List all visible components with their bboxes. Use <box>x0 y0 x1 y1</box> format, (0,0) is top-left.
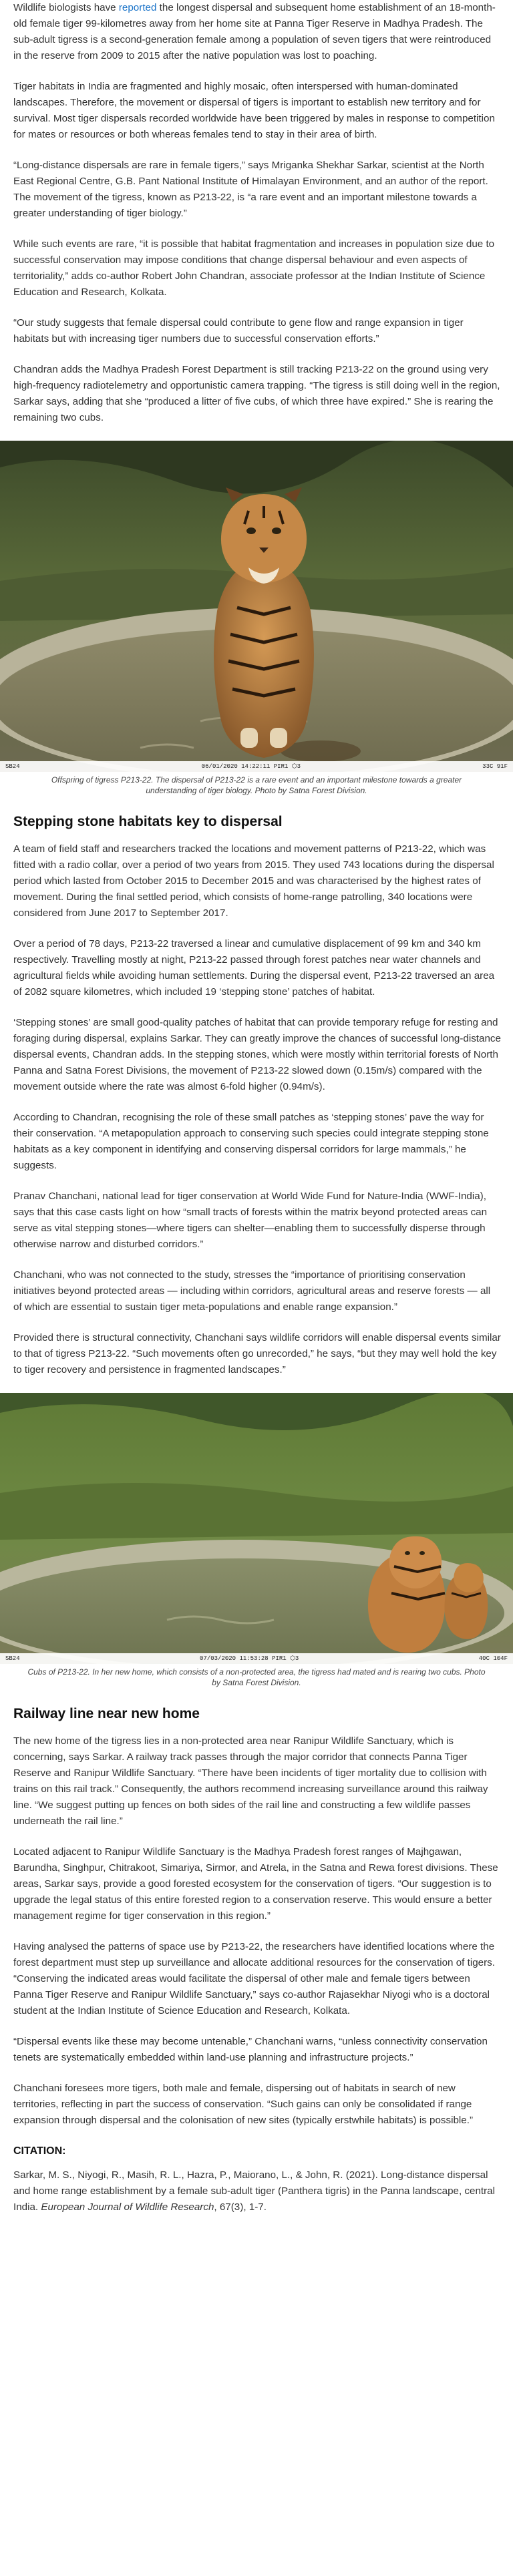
intro-text-after: the longest dispersal and subsequent home establishment of an 18-month-old female tiger 99-kilometres away from her home site at Panna Tiger Reserve in Madhya Pradesh. The sub-adult tigress is a second-generation female among a population of seven tigers that were reintroduced in the reserve from 2009 to 2015 after the native population was lost to poaching. <box>13 2 496 61</box>
intro-paragraph-5: “Our study suggests that female dispersal could contribute to gene flow and range expansion in tiger habitats but with increasing tiger numbers due to successful conservation efforts.” <box>13 317 464 345</box>
camera-temperature: 33C 91F <box>482 763 508 770</box>
camera-id-left-2: SB24 <box>5 1655 20 1662</box>
intro-text-before: Wildlife biologists have <box>13 2 119 13</box>
camera-trap-info-strip <box>0 761 513 772</box>
citation-authors-title: Sarkar, M. S., Niyogi, R., Masih, R. L., Hazra, P., Maiorano, L., & John, R. (2021). Long-distance dispersal and home range establishment by a female sub-adult tiger (Panthera tigris) in the Panna landscape, central India. <box>13 2169 495 2213</box>
intro-paragraph-1 <box>13 0 501 64</box>
section1-paragraph-6: Chanchani, who was not connected to the study, stresses the “importance of prioritising conservation initiatives beyond protected areas — including within corridors, agricultural areas and reserve forests — all of which are essential to sustain tiger meta-populations and enable range expansion.” <box>13 1269 491 1313</box>
camera-id-left: SB24 <box>5 763 20 770</box>
section2-paragraph-4: “Dispersal events like these may become untenable,” Chanchani warns, “unless connectivity conservation tenets are systematically embedded within land-use planning and infrastructure projects.” <box>13 2036 488 2063</box>
section-heading-railway: Railway line near new home <box>13 1706 200 1721</box>
intro-paragraph-2: Tiger habitats in India are fragmented and highly mosaic, often interspersed with human-dominated landscapes. Therefore, the movement or dispersal of tigers is important to establish new territory and for survival. Most tiger dispersals recorded worldwide have been triggered by males in response to competition for mates or resources or both whereas females tend to stay in their area of birth. <box>13 81 495 140</box>
section2-paragraph-2: Located adjacent to Ranipur Wildlife Sanctuary is the Madhya Pradesh forest ranges of Majhgawan, Barundha, Singhpur, Chitrakoot, Simariya, Sirmor, and Atrela, in the Satna and Rewa forest divisions. These areas, Sarkar says, provide a good forested ecosystem for the conservation of tigers. “Our suggestion is to upgrade the legal status of this entire forested region to a conservation reserve. This would ensure a better management regime for tiger conservation in this region.” <box>13 1846 498 1922</box>
intro-paragraph-6: Chandran adds the Madhya Pradesh Forest Department is still tracking P213-22 on the ground using very high-frequency radiotelemetry and opportunistic camera trapping. “The tigress is still doing well in the region, Sarkar says, adding that she “produced a litter of five cubs, of which three have expired.” She is rearing the remaining two cubs. <box>13 364 500 423</box>
section2-paragraph-5: Chanchani foresees more tigers, both male and female, dispersing out of habitats in search of new territories, reflecting in part the success of conservation. “Such gains can only be consolidated if range expansion through dispersal and the colonisation of new sites (typically erstwhile habitats) is possible.” <box>13 2083 474 2126</box>
section1-paragraph-3: ‘Stepping stones’ are small good-quality patches of habitat that can provide temporary refuge for resting and foraging during dispersal, explains Sarkar. They can greatly improve the chances of successful long-distance dispersal events, Chandran adds. In the stepping stones, which were mostly within territorial forests of North Panna and Satna Forest Divisions, the movement of P213-22 slowed down (0.15m/s) compared with the movement outside where the rate was almost 6-fold higher (0.94m/s). <box>13 1017 501 1092</box>
intro-paragraph-3: “Long-distance dispersals are rare in female tigers,” says Mriganka Shekhar Sarkar, scientist at the North East Regional Centre, G.B. Pant National Institute of Himalayan Environment, and an author of the report. The movement of the tigress, known as P213-22, is “a rare event and an important milestone towards a greater understanding of tiger biology.” <box>13 160 488 219</box>
figure-tiger-cubs <box>0 1393 513 1688</box>
figure2-caption: Cubs of P213-22. In her new home, which consists of a non-protected area, the tigress had mated and is rearing two cubs. Photo by Satna Forest Division. <box>27 1667 486 1687</box>
citation-heading: CITATION: <box>13 2145 66 2157</box>
tiger-offspring-photo <box>0 441 513 772</box>
tiger-photo-illustration <box>0 441 513 772</box>
section2-paragraph-1: The new home of the tigress lies in a non-protected area near Ranipur Wildlife Sanctuary, which is concerning, says Sarkar. A railway track passes through the major corridor that connects Panna Tiger Reserve and Ranipur Wildlife Sanctuary. “There have been incidents of tiger mortality due to collision with trains on this rail track.” Consequently, the authors recommend increasing surveillance around this railway line. “We suggest putting up fences on both sides of the rail line and constructing a few wildlife passes underneath the rail line.” <box>13 1735 488 1827</box>
reported-link[interactable]: reported <box>118 2 157 13</box>
section1-paragraph-2: Over a period of 78 days, P213-22 traversed a linear and cumulative displacement of 99 km and 340 km respectively. Travelling mostly at night, P213-22 passed through forest patches near water channels and agricultural fields while avoiding human settlements. During the dispersal event, P213-22 traversed an area of 2082 square kilometres, which included 19 ‘stepping stone’ patches of habitat. <box>13 938 495 998</box>
tiger-cubs-illustration <box>0 1393 513 1664</box>
section1-paragraph-4: According to Chandran, recognising the role of these small patches as ‘stepping stones’ pave the way for their conservation. “A metapopulation approach to conserving such species could integrate stepping stone habitats as a key component in identifying and conserving dispersal corridors for large mammals,” he suggests. <box>13 1112 489 1171</box>
section-heading-stepping-stone: Stepping stone habitats key to dispersal <box>13 814 283 829</box>
citation-volume: , 67(3), 1-7. <box>214 2201 267 2213</box>
camera-temperature-2: 40C 104F <box>478 1655 508 1662</box>
section1-paragraph-1: A team of field staff and researchers tracked the locations and movement patterns of P213-22, which was fitted with a radio collar, over a period of two years from 2015. They used 743 locations during the dispersal period which lasted from October 2015 to December 2015 and was characterised by the highest rates of movement. During the final settled period, which consists of home-range patrolling, 340 locations were considered from June 2017 to September 2017. <box>13 843 494 919</box>
tiger-cubs-photo <box>0 1393 513 1664</box>
camera-timestamp: 06/01/2020 14:22:11 PIR1 ⬡3 <box>201 763 301 770</box>
citation-journal: European Journal of Wildlife Research <box>41 2201 214 2213</box>
intro-paragraph-4: While such events are rare, “it is possible that habitat fragmentation and increases in population size due to successful conservation may impose conditions that change dispersal behaviour and even aspects of territoriality,” adds co-author Robert John Chandran, associate professor at the Indian Institute of Science Education and Research, Kolkata. <box>13 238 495 298</box>
camera-timestamp-2: 07/03/2020 11:53:28 PIR1 ⬡3 <box>200 1655 299 1662</box>
figure1-caption: Offspring of tigress P213-22. The dispersal of P213-22 is a rare event and an important milestone towards a greater understanding of tiger biology. Photo by Satna Forest Division. <box>51 775 462 795</box>
section2-paragraph-3: Having analysed the patterns of space use by P213-22, the researchers have identified locations where the forest department must step up surveillance and allocate additional resources for the conservation of tigers. “Conserving the indicated areas would facilitate the dispersal of other male and female tigers between Panna Tiger Reserve and Ranipur Wildlife Sanctuary,” says co-author Rajasekhar Niyogi who is a doctoral student at the Indian Institute of Science Education and Research, Kolkata. <box>13 1941 495 2016</box>
camera-trap-info-strip-2 <box>0 1653 513 1664</box>
citation-text <box>13 2167 501 2215</box>
section1-paragraph-5: Pranav Chanchani, national lead for tiger conservation at World Wide Fund for Nature-India (WWF-India), says that this case casts light on how “small tracts of forests within the matrix beyond protected areas can serve as vital stepping stones—where tigers can shelter—enabling them to successfully disperse through otherwise narrow and disturbed corridors.” <box>13 1191 488 1250</box>
section1-paragraph-7: Provided there is structural connectivity, Chanchani says wildlife corridors will enable dispersal events similar to that of tigress P213-22. “Such movements often go unrecorded,” he says, “but they may well hold the key to tiger recovery and persistence in fragmented landscapes.” <box>13 1332 501 1375</box>
figure-tiger-offspring <box>0 441 513 796</box>
